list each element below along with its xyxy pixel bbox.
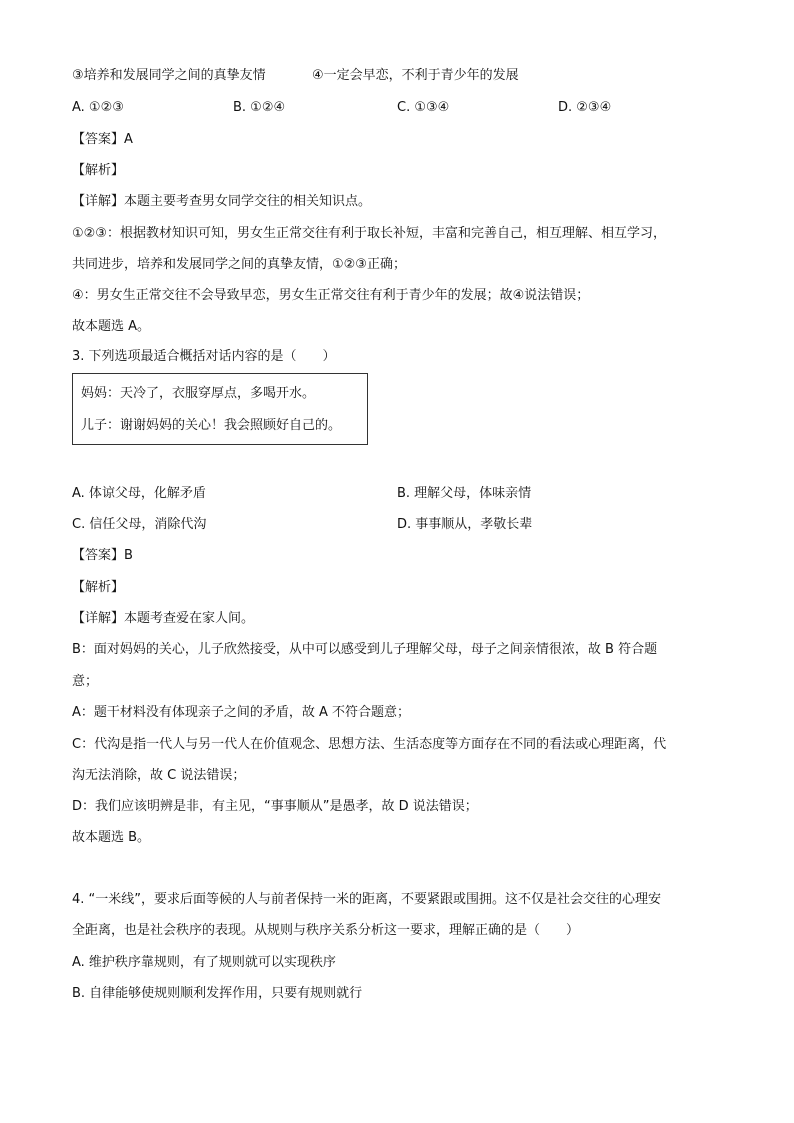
dialog-line-son: 儿子：谢谢妈妈的关心！我会照顾好自己的。 [81, 418, 342, 433]
q2-analysis-heading: 【解析】 [72, 163, 125, 178]
q3-explanation-c-1: C：代沟是指一代人与另一代人在价值观念、思想方法、生活态度等方面存在不同的看法或心理距离，代 [72, 737, 667, 752]
q4-option-a: A. 维护秩序靠规则，有了规则就可以实现秩序 [72, 955, 336, 970]
q3-explanation-a: A：题干材料没有体现亲子之间的矛盾，故 A 不符合题意； [72, 705, 411, 720]
q3-explanation-b-2: 意； [72, 674, 99, 689]
q3-conclusion: 故本题选 B。 [72, 830, 151, 845]
q3-option-c: C. 信任父母，消除代沟 [72, 517, 207, 532]
statement-3: ③培养和发展同学之间的真挚友情 [72, 68, 266, 83]
q3-explanation-c-2: 沟无法消除，故 C 说法错误； [72, 768, 246, 783]
q2-option-b: B. ①②④ [233, 100, 286, 115]
dialog-box [72, 373, 368, 445]
statement-4: ④一定会早恋，不利于青少年的发展 [312, 68, 519, 83]
q3-option-a: A. 体谅父母，化解矛盾 [72, 486, 206, 501]
q3-explanation-d: D：我们应该明辨是非，有主见，“事事顺从”是愚孝，故 D 说法错误； [72, 799, 478, 814]
q3-answer: 【答案】B [72, 548, 133, 563]
q2-option-a: A. ①②③ [72, 100, 124, 115]
q2-explanation-1a: ①②③：根据教材知识可知，男女生正常交往有利于取长补短，丰富和完善自己，相互理解、相互学习， [72, 226, 666, 241]
q2-conclusion: 故本题选 A。 [72, 319, 151, 334]
q2-explanation-2: ④：男女生正常交往不会导致早恋，男女生正常交往有利于青少年的发展；故④说法错误； [72, 288, 590, 303]
q2-option-c: C. ①③④ [397, 100, 450, 115]
q3-explanation-b-1: B：面对妈妈的关心，儿子欣然接受，从中可以感受到儿子理解父母，母子之间亲情很浓，故 B 符合题 [72, 642, 658, 657]
q3-option-b: B. 理解父母，体味亲情 [397, 486, 532, 501]
q4-question-line-2: 全距离，也是社会秩序的表现。从规则与秩序关系分析这一要求，理解正确的是（ ） [72, 923, 580, 938]
q2-detail: 【详解】本题主要考查男女同学交往的相关知识点。 [72, 194, 372, 209]
q3-option-d: D. 事事顺从，孝敬长辈 [397, 517, 533, 532]
dialog-line-mother: 妈妈：天冷了，衣服穿厚点，多喝开水。 [81, 386, 316, 401]
q4-option-b: B. 自律能够使规则顺利发挥作用，只要有规则就行 [72, 986, 363, 1001]
q3-detail: 【详解】本题考查爱在家人间。 [72, 611, 255, 626]
q3-analysis-heading: 【解析】 [72, 580, 125, 595]
q2-answer: 【答案】A [72, 132, 133, 147]
q3-question: 3. 下列选项最适合概括对话内容的是（ ） [72, 349, 336, 364]
q2-explanation-1b: 共同进步，培养和发展同学之间的真挚友情，①②③正确； [72, 257, 406, 272]
q4-question-line-1: 4. “一米线”，要求后面等候的人与前者保持一米的距离，不要紧跟或围拥。这不仅是社会交往的心理安 [72, 892, 662, 907]
q2-option-d: D. ②③④ [558, 100, 612, 115]
